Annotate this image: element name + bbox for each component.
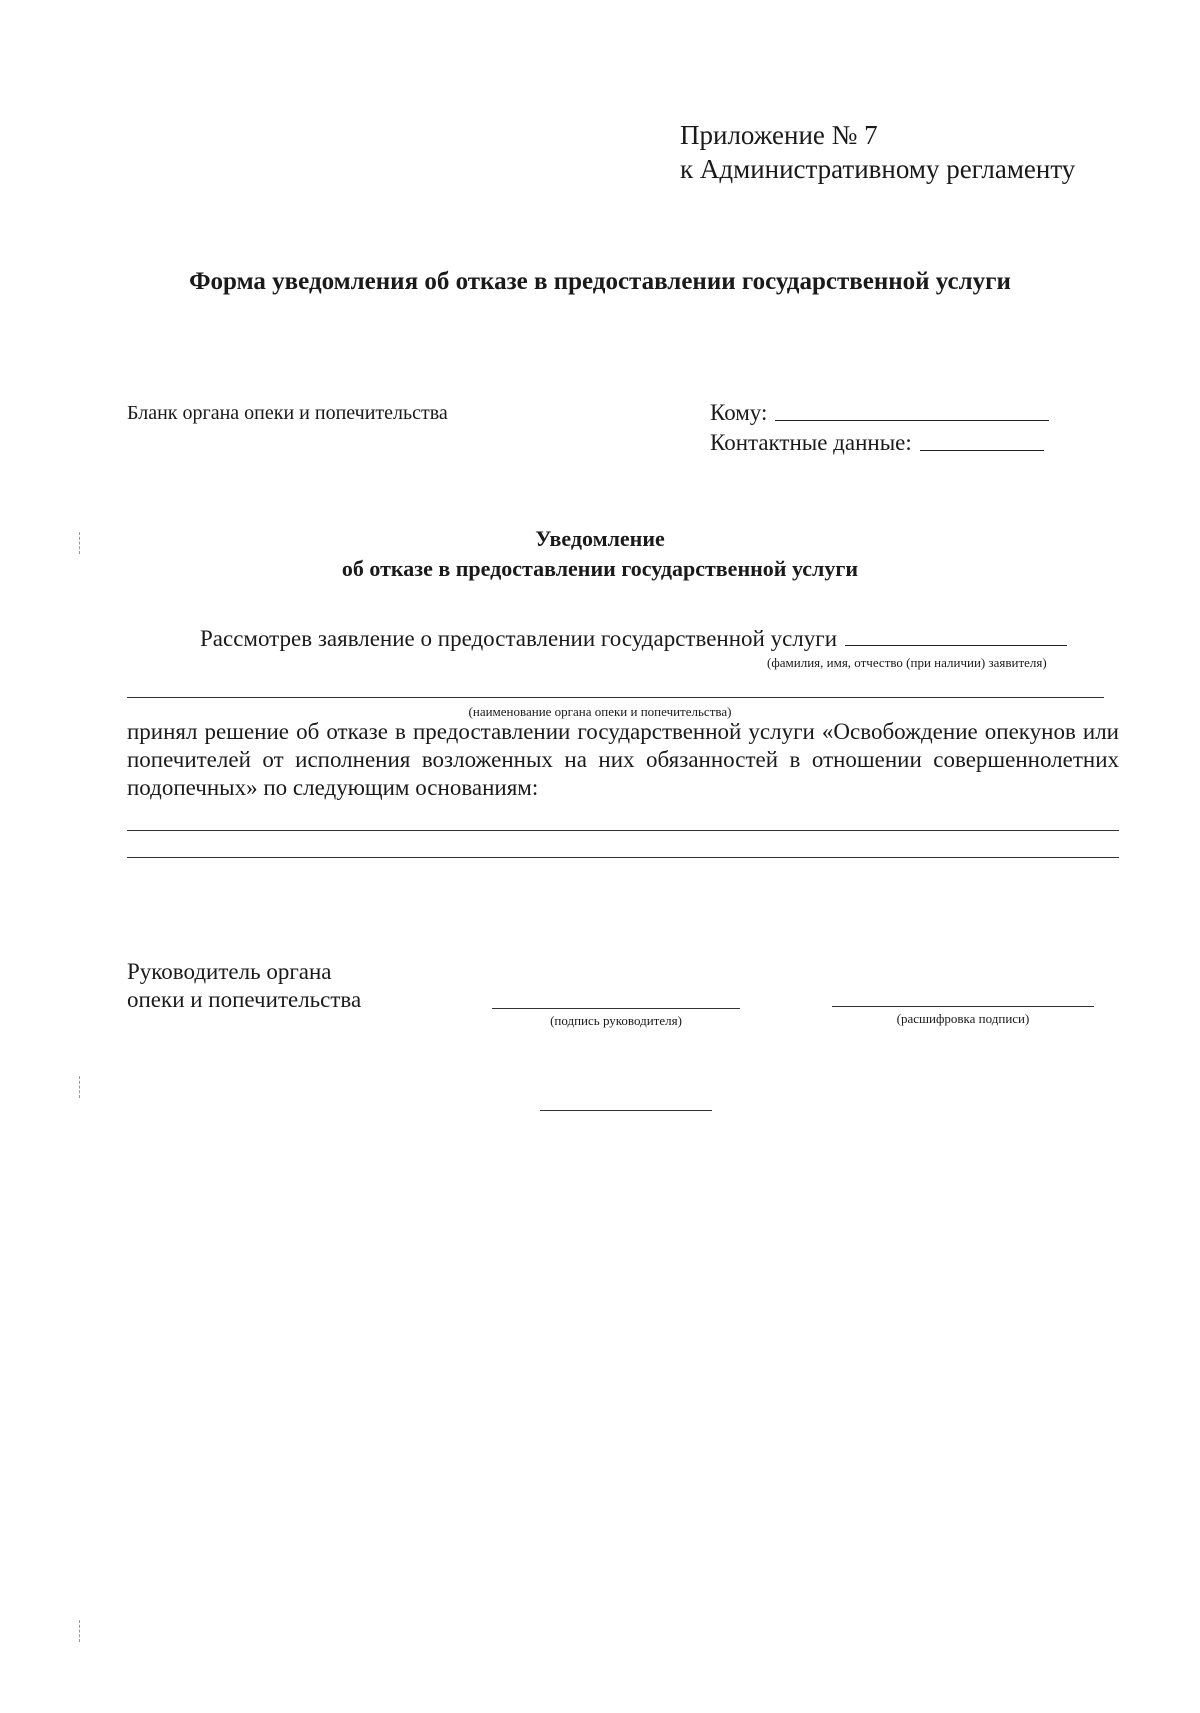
signature-decode-field[interactable] bbox=[832, 1006, 1094, 1007]
date-field[interactable] bbox=[540, 1110, 712, 1111]
organ-name-field[interactable] bbox=[127, 697, 1104, 698]
scan-margin-mark bbox=[79, 1620, 80, 1642]
signature-decode-caption: (расшифровка подписи) bbox=[896, 1011, 1030, 1026]
reason-field-2[interactable] bbox=[127, 857, 1119, 858]
blank-label: Бланк органа опеки и попечительства bbox=[127, 402, 448, 424]
recipient-block bbox=[710, 398, 1049, 458]
appendix-number: Приложение № 7 bbox=[680, 120, 878, 150]
recipient-contacts-field[interactable] bbox=[920, 450, 1044, 451]
considered-text: Рассмотрев заявление о предоставлении государственной услуги bbox=[200, 626, 838, 651]
recipient-contacts-label: Контактные данные: bbox=[710, 430, 912, 455]
applicant-name-field[interactable] bbox=[845, 645, 1067, 646]
form-title: Форма уведомления об отказе в предоставлении государственной услуги bbox=[189, 268, 1011, 295]
signature-caption: (подпись руководителя) bbox=[550, 1013, 682, 1028]
considered-row bbox=[200, 626, 1067, 652]
reason-field-1[interactable] bbox=[127, 830, 1119, 831]
appendix-regulation: к Административному регламенту bbox=[680, 154, 1076, 184]
notice-title bbox=[0, 524, 1200, 584]
decision-text: принял решение об отказе в предоставлении государственной услуги «Освобождение опекунов или попечителей от исполнения возложенных на них обязанностей в отношении совершеннолетних подопечных» по следующим основаниям: bbox=[127, 719, 1119, 800]
recipient-to-label: Кому: bbox=[710, 400, 768, 425]
recipient-contacts-row bbox=[710, 428, 1049, 458]
notice-title-line2: об отказе в предоставлении государственной услуги bbox=[341, 556, 859, 581]
notice-title-line1: Уведомление bbox=[535, 526, 665, 551]
recipient-to-row bbox=[710, 398, 1049, 428]
scan-margin-mark bbox=[79, 1076, 80, 1098]
organ-caption: (наименование органа опеки и попечительства) bbox=[468, 704, 732, 719]
head-label-line2: опеки и попечительства bbox=[127, 987, 362, 1012]
appendix-reference bbox=[680, 118, 1075, 186]
recipient-to-field[interactable] bbox=[775, 420, 1049, 421]
applicant-caption: (фамилия, имя, отчество (при наличии) заявителя) bbox=[767, 655, 1047, 670]
head-label bbox=[127, 958, 361, 1014]
signature-field[interactable] bbox=[492, 1008, 740, 1009]
head-label-line1: Руководитель органа bbox=[127, 959, 332, 984]
scan-margin-mark bbox=[79, 532, 80, 554]
